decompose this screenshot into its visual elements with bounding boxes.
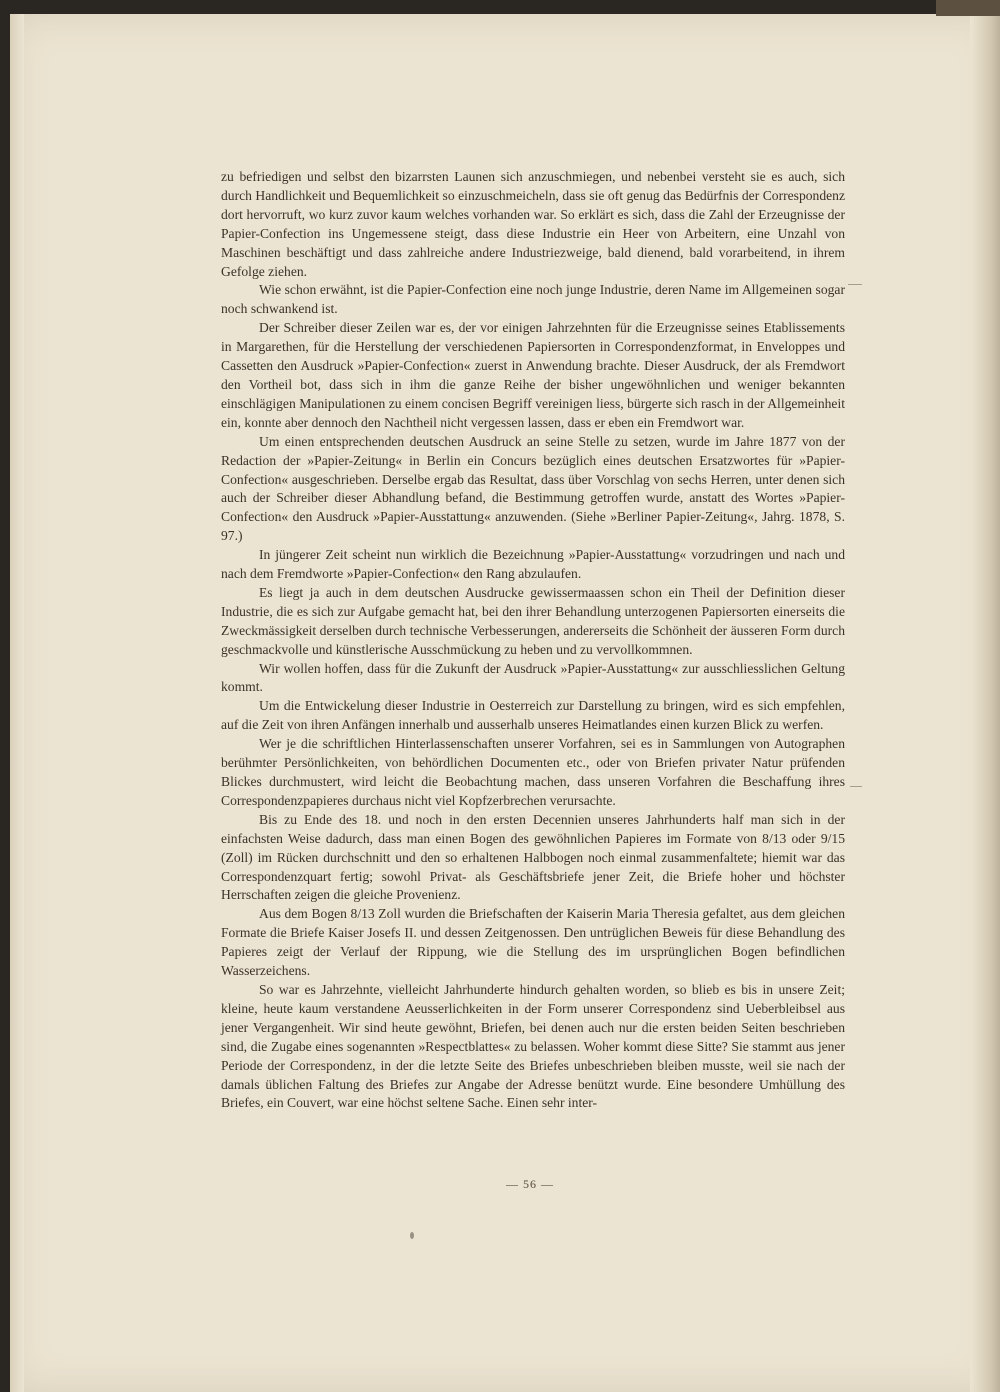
paragraph: Wie schon erwähnt, ist die Papier-Confection eine noch junge Industrie, deren Name im Allgemeinen sogar noch schwankend ist. — [221, 282, 845, 317]
paragraph: Der Schreiber dieser Zeilen war es, der vor einigen Jahrzehnten für die Erzeugnisse seines Etablissements in Margarethen, für die Herstellung der verschiedenen Papiersorten in Correspondenzformat, in Enveloppes und Cassetten den Ausdruck »Papier-Confection« zuerst in Anwendung brachte. Dieser Ausdruck, der als Fremdwort den Vortheil bot, dass sich in ihm die ganze Reihe der bisher ungewöhnlichen und weniger bekannten einschlägigen Manipulationen zu einem concisen Begriff vereinigen liess, bürgerte sich rasch in der Allgemeinheit ein, konnte aber dennoch den Nachtheil nicht vergessen lassen, dass er eben ein Fremdwort war. — [221, 320, 845, 430]
paragraph: Wer je die schriftlichen Hinterlassenschaften unserer Vorfahren, sei es in Sammlungen von Autographen berühmter Persönlichkeiten, von behördlichen Documenten etc., oder von Briefen privater Natur prüfenden Blickes durchmustert, wird leicht die Beobachtung machen, dass unseren Vorfahren die Beschaffung ihres Correspondenzpapieres durchaus nicht viel Kopfzerbrechen verursachte. — [221, 736, 845, 808]
paragraph: Aus dem Bogen 8/13 Zoll wurden die Briefschaften der Kaiserin Maria Theresia gefaltet, aus dem gleichen Formate die Briefe Kaiser Josefs II. und dessen Zeitgenossen. Den untrüglichen Beweis für diese Behandlung des Papieres zeigt der Verlauf der Rippung, wie die Stellung des im ursprünglichen Bogen befindlichen Wasserzeichens. — [221, 906, 845, 979]
margin-mark — [850, 786, 862, 787]
corner-mark — [936, 0, 1000, 16]
paragraph: In jüngerer Zeit scheint nun wirklich die Bezeichnung »Papier-Ausstattung« vorzudringen und nach und nach dem Fremdworte »Papier-Confection« den Rang abzulaufen. — [221, 547, 845, 582]
paragraph: Es liegt ja auch in dem deutschen Ausdrucke gewissermaassen schon ein Theil der Definition dieser Industrie, die es sich zur Aufgabe gemacht hat, bei den ihrer Behandlung unterzogenen Papiersorten einerseits die Zweckmässigkeit derselben durch technische Verbesserungen, andererseits die Schönheit der äusseren Form durch geschmackvolle und künstlerische Ausschmückung zu heben und zu vervollkommnen. — [221, 584, 845, 657]
margin-mark — [848, 284, 862, 285]
paragraph: So war es Jahrzehnte, vielleicht Jahrhunderte hindurch gehalten worden, so blieb es bis in unsere Zeit; kleine, heute kaum verstandene Aeusserlichkeiten in der Form unserer Correspondenz sind Ueberbleibsel aus jener Vergangenheit. Wir sind heute gewöhnt, Briefen, bei denen auch nur die ersten beiden Seiten beschrieben sind, die Zugabe eines sogenannten »Respectblattes« zu belassen. Woher kommt diese Sitte? Sie stammt aus jener Periode der Correspondenz, in der die letzte Seite des Briefes unbeschrieben bleiben musste, weil sie nach der damals üblichen Faltung des Briefes zur Angabe der Adresse benützt wurde. Eine besondere Umhüllung des Briefes, ein Couvert, war eine höchst seltene Sache. Einen sehr inter- — [221, 981, 845, 1111]
paragraph: Wir wollen hoffen, dass für die Zukunft der Ausdruck »Papier-Ausstattung« zur ausschliesslichen Geltung kommt. — [221, 660, 845, 695]
paragraph: zu befriedigen und selbst den bizarrsten Launen sich anzuschmiegen, und nebenbei versteht sie es auch, sich durch Handlichkeit und Bequemlichkeit so einzuschmeicheln, dass sie oft genug das Bedürfnis der Correspondenz dort hervorruft, wo kurz zuvor kaum welches vorhanden war. So erklärt es sich, dass die Zahl der Erzeugnisse der Papier-Confection ins Ungemessene steigt, dass diese Industrie ein Heer von Arbeitern, eine Unzahl von Maschinen beschäftigt und dass zahlreiche andere Industriezweige, bald dienend, bald vorarbeitend, in ihrem Gefolge ziehen. — [221, 169, 845, 279]
ink-speck — [410, 1232, 414, 1239]
paragraph: Bis zu Ende des 18. und noch in den ersten Decennien unseres Jahrhunderts half man sich in der einfachsten Weise dadurch, dass man einen Bogen des gewöhnlichen Papieres im Formate von 8/13 oder 9/15 (Zoll) im Rücken durchschnitt und den so erhaltenen Halbbogen noch einmal zusammenfaltete; hiemit war das Correspondenzquart fertig; sowohl Privat- als Geschäftsbriefe jener Zeit, die Briefe hoher und höchster Herrschaften zeigen die gleiche Provenienz. — [221, 811, 845, 903]
text-body — [221, 168, 845, 1113]
paragraph: Um die Entwickelung dieser Industrie in Oesterreich zur Darstellung zu bringen, wird es sich empfehlen, auf die Zeit von ihren Anfängen innerhalb und ausserhalb unseres Heimatlandes einen kurzen Blick zu werfen. — [221, 698, 845, 733]
paragraph: Um einen entsprechenden deutschen Ausdruck an seine Stelle zu setzen, wurde im Jahre 1877 von der Redaction der »Papier-Zeitung« in Berlin ein Concurs bezüglich eines deutschen Ersatzwortes für »Papier-Confection« ausgeschrieben. Derselbe ergab das Resultat, dass über Vorschlag von sechs Herren, unter denen sich auch der Schreiber dieser Abhandlung befand, die Bestimmung getroffen wurde, anstatt des Wortes »Papier-Confection« den Ausdruck »Papier-Ausstattung« anzuwenden. (Siehe »Berliner Papier-Zeitung«, Jahrg. 1878, S. 97.) — [221, 433, 845, 544]
page-number: — 56 — — [506, 1177, 554, 1191]
